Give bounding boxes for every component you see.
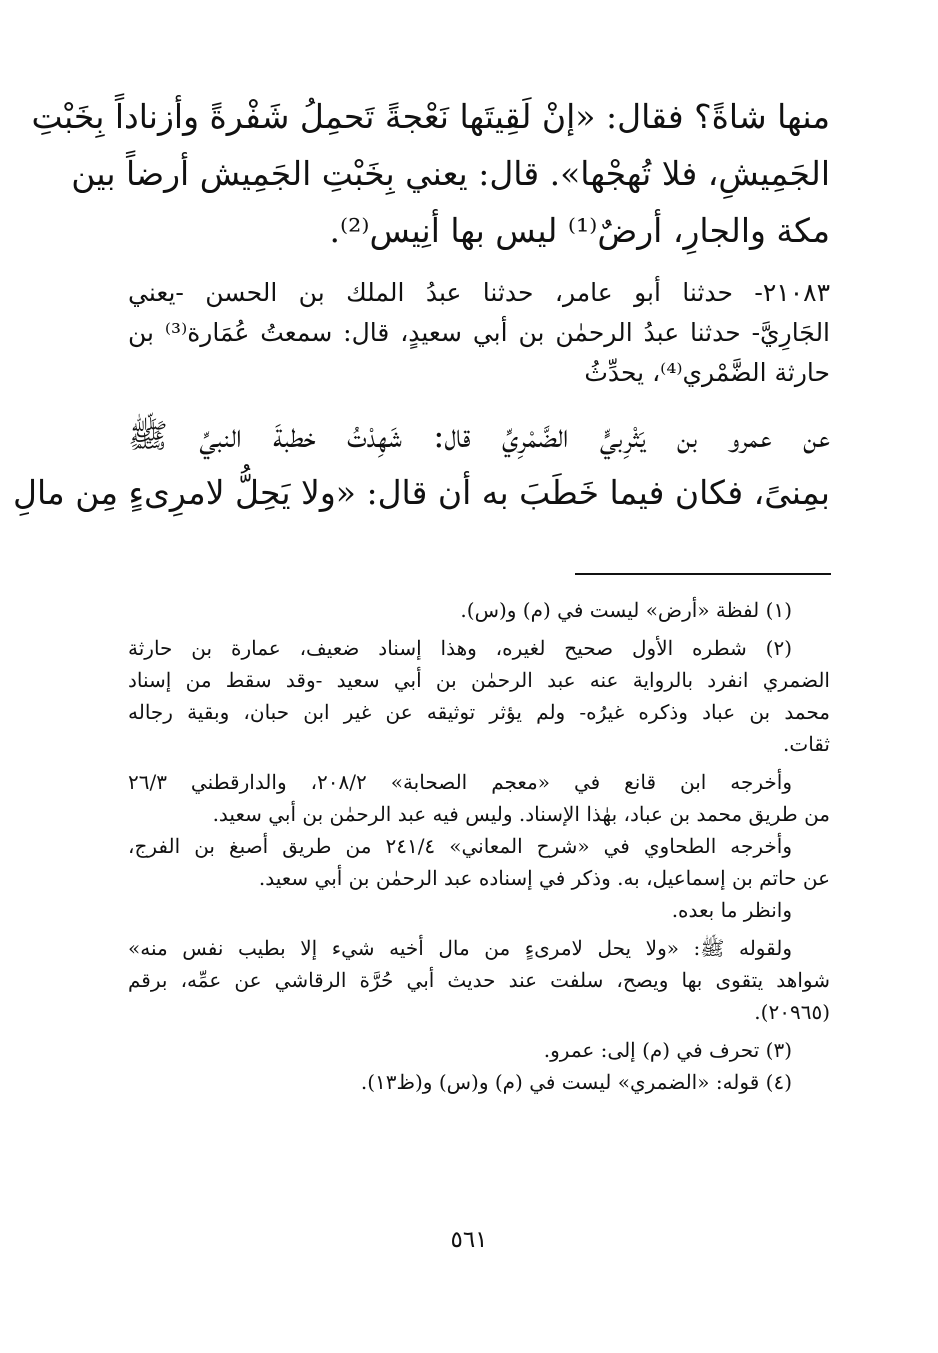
footnote-2-paragraph-line: وانظر ما بعده. — [671, 898, 792, 922]
footnote-2-paragraph-line: وأخرجه الطحاوي في «شرح المعاني» ٢٤١/٤ من طريق أصبغ بن الفرج، — [128, 834, 792, 858]
footnotes-block — [128, 594, 830, 1098]
footnote-2-paragraph-line: (٢٠٩٦٥). — [754, 1000, 830, 1024]
footnote-2-paragraph-line: عن حاتم بن إسماعيل، به. وذكر في إسناده عبد الرحمٰن بن أبي سعيد. — [258, 866, 830, 890]
footnote-2-paragraph-line: من طريق محمد بن عباد، بهٰذا الإسناد. وليس فيه عبد الرحمٰن بن أبي سعيد. — [212, 802, 830, 826]
main-text-line: الجَمِيشِ، فلا تُهجْها». قال: يعني بِخَبْتِ الجَمِيش أرضاً بين — [71, 154, 830, 193]
footnote-2-line: ثقات. — [783, 732, 830, 756]
hadith-text-line: عن عمرو بن يَثْرِبيٍّ الضَّمْرِيِّ قال: شَهِدْتُ خطبةَ النبيِّ ﷺ — [128, 416, 830, 455]
footnote-2-line: الضمري انفرد بالرواية عنه عبد الرحمٰن بن أبي سعيد -وقد سقط من إسناد — [128, 668, 830, 692]
footnote-separator — [575, 573, 831, 575]
main-text-block — [13, 88, 831, 521]
footnote-3: (٣) تحرف في (م) إلى: عمرو. — [543, 1038, 792, 1062]
main-text-line: مكة والجارِ، أرضٌ⁽¹⁾ ليس بها أنِيس⁽²⁾. — [329, 211, 830, 250]
hadith-text-line: بمِنىً، فكان فيما خَطَبَ به أن قال: «ولا يَحِلُّ لامرِىءٍ مِن مالِ — [13, 473, 830, 512]
footnote-4: (٤) قوله: «الضمري» ليست في (م) و(س) و(ظ١٣). — [360, 1070, 792, 1094]
footnote-1: (١) لفظة «أرض» ليست في (م) و(س). — [460, 598, 792, 622]
footnote-2-line: (٢) شطره الأول صحيح لغيره، وهذا إسناد ضعيف، عمارة بن حارثة — [128, 636, 792, 660]
hadith-header-line: الجَارِيَّ- حدثنا عبدُ الرحمٰن بن أبي سعيدٍ، قال: سمعتُ عُمَارة⁽³⁾ بن — [128, 318, 831, 347]
hadith-header-line: حارثة الضَّمْري⁽⁴⁾، يحدِّثُ — [584, 358, 830, 387]
footnote-2-line: محمد بن عباد وذكره غيرُه- ولم يؤثر توثيقه عن غير ابن حبان، وبقية رجاله — [128, 700, 830, 724]
main-text-line: منها شاةً؟ فقال: «إنْ لَقِيتَها نَعْجةً تَحمِلُ شَفْرةً وأزناداً بِخَبْتِ — [31, 97, 830, 136]
page-number: ٥٦١ — [450, 1227, 488, 1253]
footnote-2-paragraph-line: وأخرجه ابن قانع في «معجم الصحابة» ٢٠٨/٢، والدارقطني ٢٦/٣ — [128, 770, 792, 794]
footnote-2-paragraph-line: ولقوله ﷺ: «ولا يحل لامرىءٍ من مال أخيه شيء إلا بطيب نفس منه» — [128, 936, 792, 960]
footnote-2-paragraph-line: شواهد يتقوى بها ويصح، سلفت عند حديث أبي حُرَّة الرقاشي عن عمِّه، برقم — [128, 968, 830, 992]
hadith-header-line: ٢١٠٨٣- حدثنا أبو عامر، حدثنا عبدُ الملك بن الحسن -يعني — [128, 278, 830, 307]
